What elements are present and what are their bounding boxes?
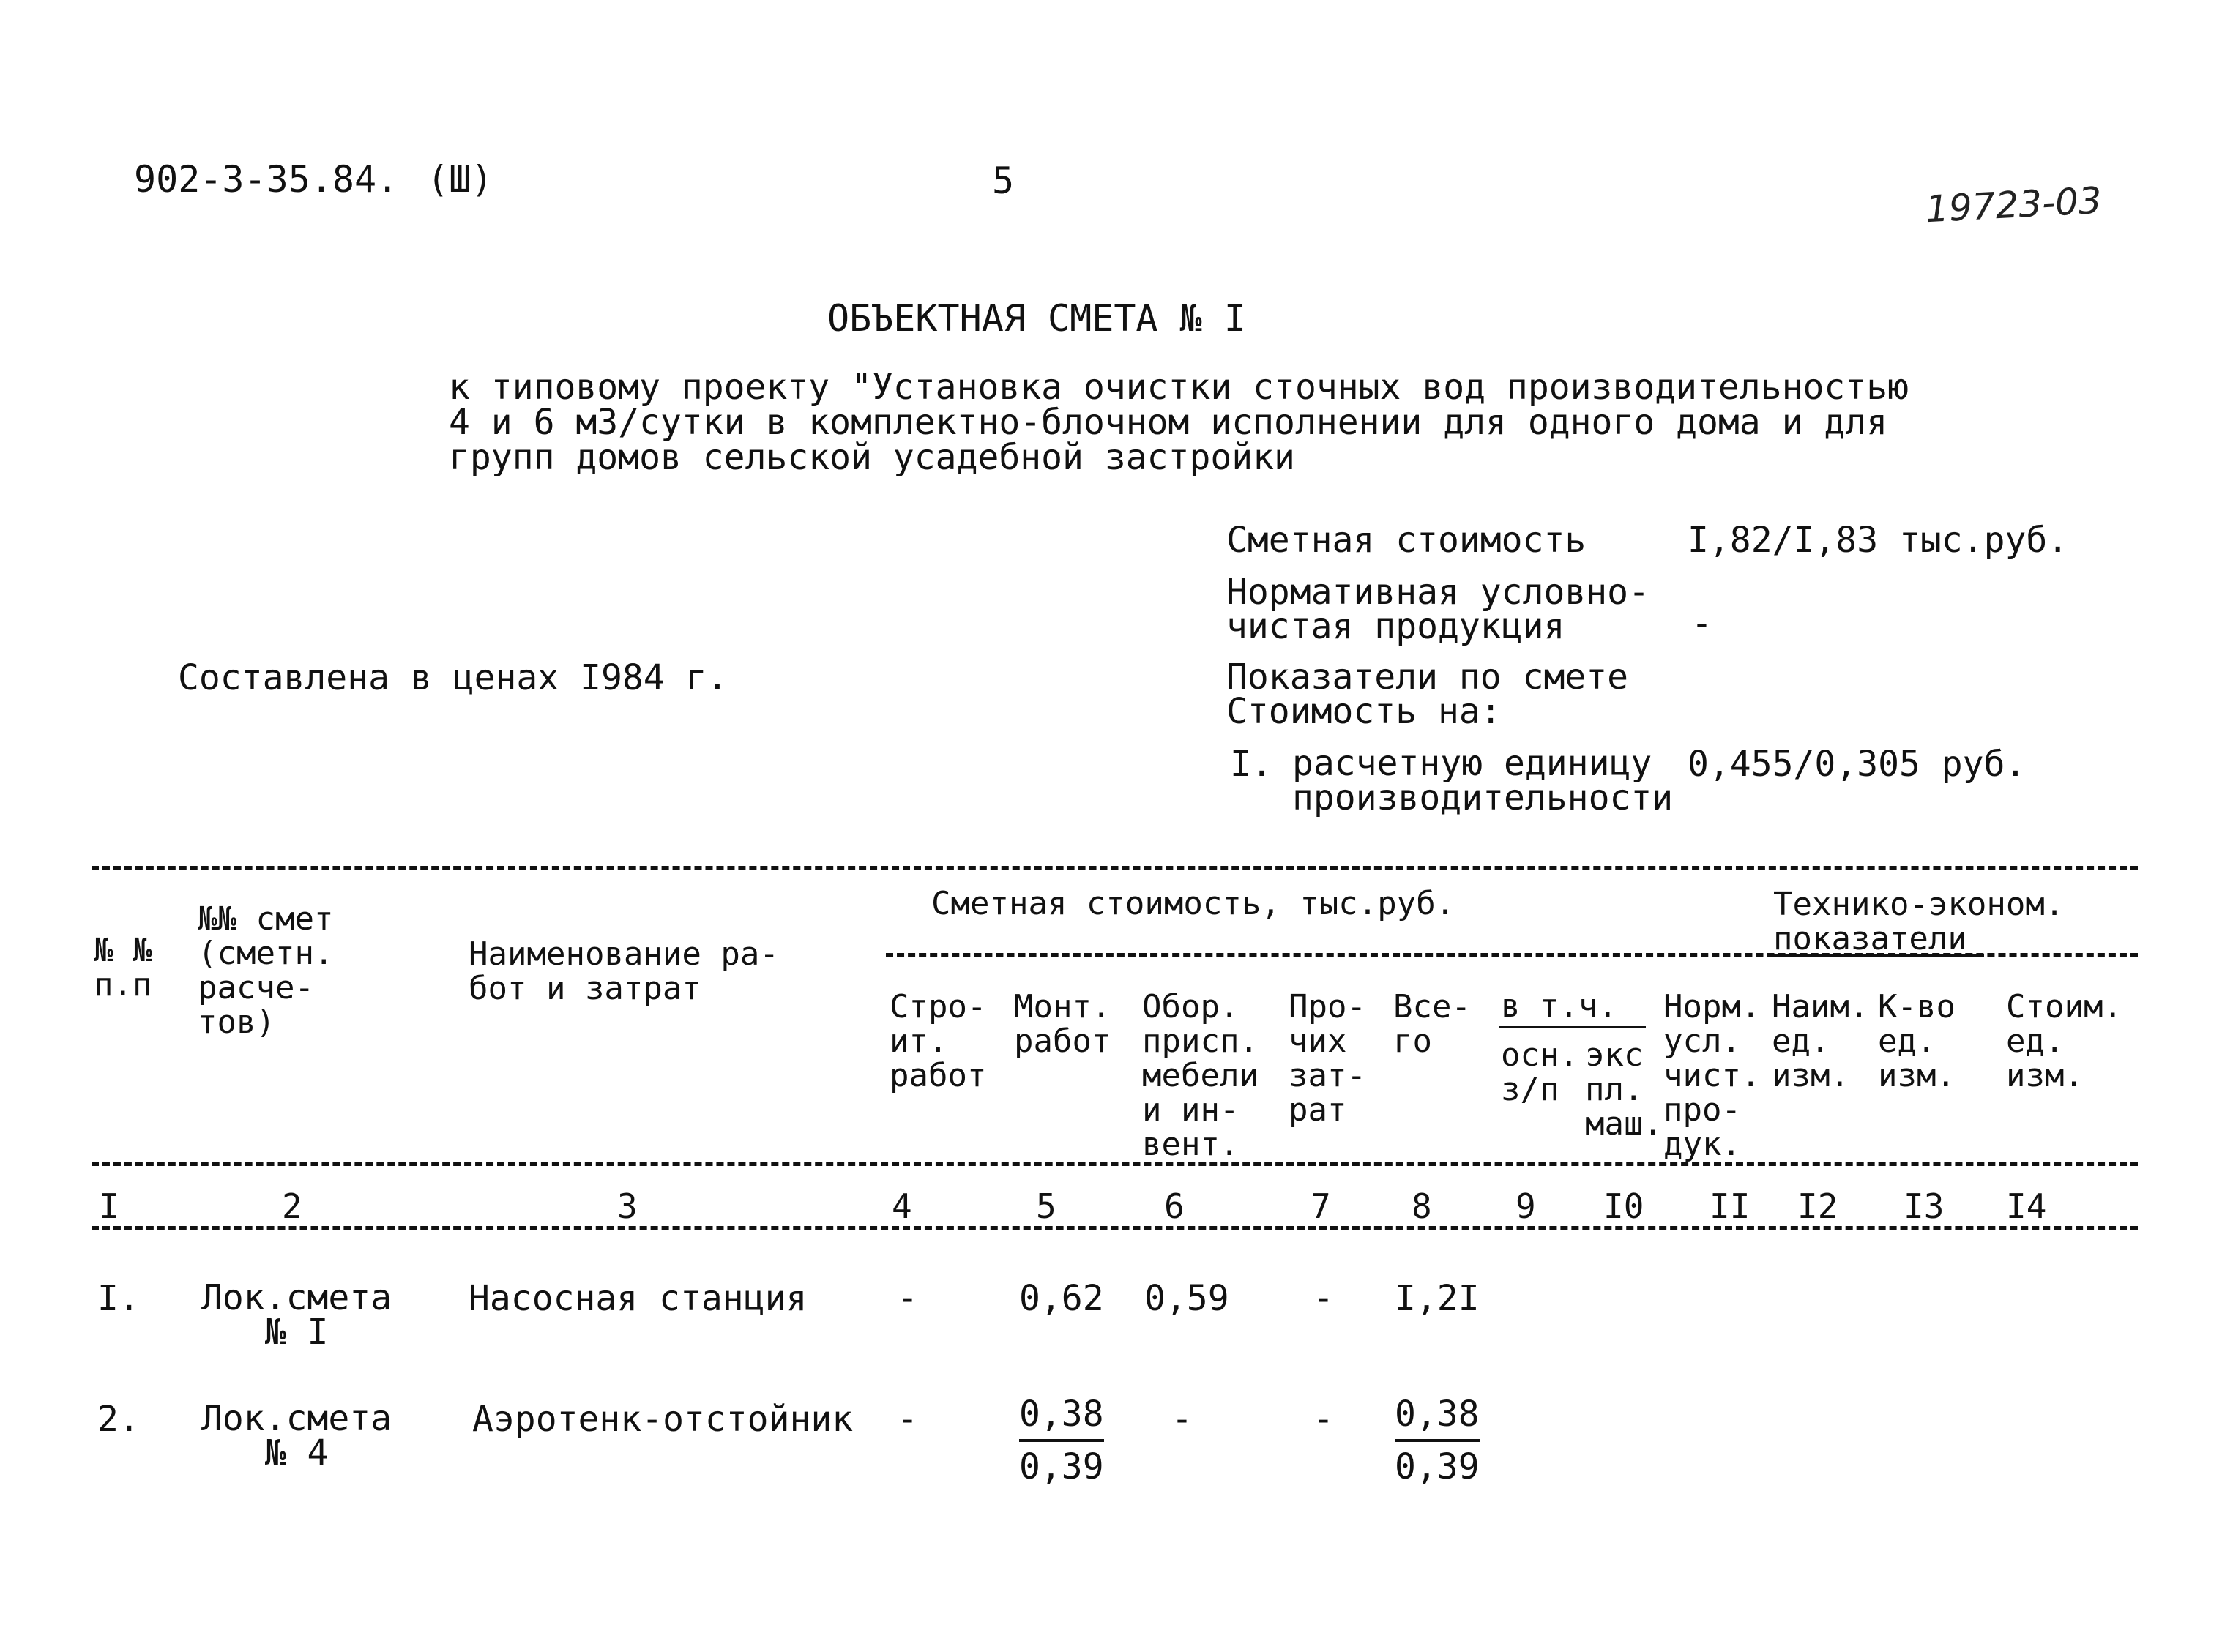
cost-label: Сметная стоимость: [1226, 520, 1587, 561]
header-group-tech: Технико-эконом. показатели: [1773, 886, 2065, 957]
row-other: -: [1313, 1399, 1334, 1440]
row-total-denominator: 0,39: [1395, 1446, 1480, 1487]
column-number: 3: [617, 1186, 638, 1226]
row-total-numerator: 0,38: [1395, 1389, 1480, 1442]
normative-label: Нормативная условно- чистая продукция: [1226, 572, 1649, 647]
table-top-rule: [92, 866, 2138, 870]
row-montage-denominator: 0,39: [1019, 1446, 1104, 1487]
header-work-name: Наименование ра- бот и затрат: [469, 935, 779, 1007]
row-montage: 0,62: [1019, 1278, 1104, 1319]
row-estimate: Лок.смета № I: [201, 1277, 392, 1353]
header-normative-product: Норм. усл. чист. про- дук.: [1663, 988, 1761, 1163]
row-number: I.: [97, 1278, 140, 1319]
row-estimate: Лок.смета № 4: [201, 1398, 392, 1473]
column-numbers-rule: [92, 1226, 2138, 1230]
row-equipment: -: [1171, 1399, 1193, 1440]
row-work-name: Насосная станция: [469, 1278, 808, 1319]
normative-value: -: [1691, 603, 1712, 644]
header-other: Про- чих зат- рат: [1289, 988, 1366, 1129]
column-number: I4: [2006, 1186, 2047, 1226]
column-number: I0: [1603, 1186, 1644, 1226]
document-code: 902-3-35.84.: [134, 158, 399, 201]
header-construction: Стро- ит. работ: [890, 988, 987, 1094]
header-equipment: Обор. присп. мебели и ин- вент.: [1142, 988, 1259, 1163]
cost-value: I,82/I,83 тыс.руб.: [1688, 520, 2069, 561]
row-total-fraction: [1395, 1389, 1480, 1492]
column-number: I: [99, 1186, 119, 1226]
column-number: II: [1710, 1186, 1751, 1226]
header-estimate-number: №№ смет (сметн. расче- тов): [198, 900, 334, 1041]
compiled-in-prices: Составлена в ценах I984 г.: [178, 657, 728, 698]
subtitle-line-1: к типовому проекту "Установка очистки сточных вод производительностью: [449, 367, 1909, 408]
unit-number: I.: [1230, 744, 1272, 785]
column-number: I2: [1797, 1186, 1838, 1226]
header-bottom-rule: [92, 1162, 2138, 1166]
column-number: 6: [1164, 1186, 1185, 1226]
column-number: 9: [1515, 1186, 1536, 1226]
header-group-cost: Сметная стоимость, тыс.руб.: [931, 885, 1455, 922]
indicators-label: Показатели по смете Стоимость на:: [1226, 657, 1629, 732]
header-including: в т.ч.: [1501, 987, 1617, 1025]
subtitle-line-3: групп домов сельской усадебной застройки: [449, 437, 1295, 478]
row-work-name: Аэротенк-отстойник: [472, 1399, 854, 1440]
row-total: I,2I: [1395, 1278, 1480, 1319]
column-number: 7: [1311, 1186, 1331, 1226]
header-row-number: № № п.п: [94, 932, 152, 1003]
header-base-salary: осн. з/п: [1501, 1036, 1578, 1108]
subtitle-line-2: 4 и 6 м3/сутки в комплектно-блочном исполнении для одного дома и для: [449, 402, 1888, 443]
header-total: Все- го: [1393, 988, 1471, 1060]
column-number: I3: [1904, 1186, 1945, 1226]
row-construction: -: [897, 1399, 918, 1440]
page-number: 5: [992, 160, 1015, 202]
column-number: 5: [1036, 1186, 1056, 1226]
row-equipment: 0,59: [1144, 1278, 1229, 1319]
page-title: ОБЪЕКТНАЯ СМЕТА № I: [827, 297, 1246, 340]
unit-label: расчетную единицу производительности: [1292, 743, 1674, 818]
unit-value: 0,455/0,305 руб.: [1688, 744, 2027, 785]
including-underline: [1499, 1026, 1646, 1028]
tech-group-underline: [1773, 954, 1984, 957]
row-construction: -: [897, 1278, 918, 1319]
column-number: 4: [892, 1186, 912, 1226]
header-unit-name: Наим. ед. изм.: [1772, 988, 1869, 1094]
header-unit-cost: Стоим. ед. изм.: [2006, 988, 2122, 1094]
header-machine-ops: экс пл. маш.: [1585, 1036, 1663, 1143]
column-number: 8: [1412, 1186, 1432, 1226]
header-montage: Монт. работ: [1014, 988, 1111, 1060]
handwritten-number: 19723-03: [1924, 179, 2103, 231]
header-unit-quantity: К-во ед. изм.: [1878, 988, 1956, 1094]
row-montage-numerator: 0,38: [1019, 1389, 1104, 1442]
row-other: -: [1313, 1278, 1334, 1319]
album-mark: (Ш): [427, 158, 493, 201]
column-number: 2: [282, 1186, 302, 1226]
row-montage-fraction: [1019, 1389, 1104, 1492]
row-number: 2.: [97, 1399, 140, 1440]
